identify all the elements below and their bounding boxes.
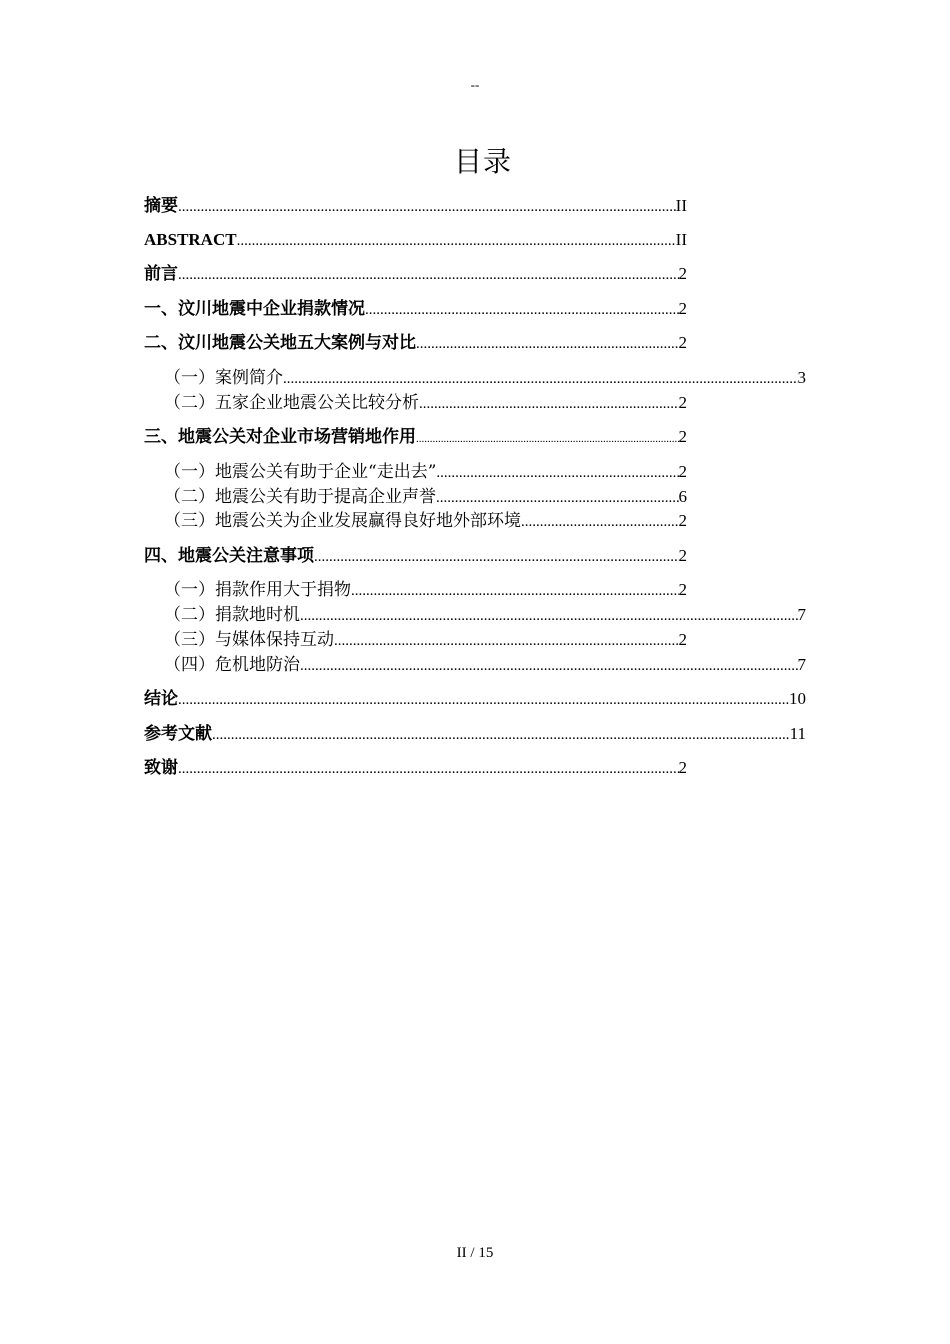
- toc-entry-page: 3: [797, 368, 806, 387]
- toc-entry-page: 2: [678, 393, 687, 412]
- toc-leader-dots: [178, 687, 789, 712]
- toc-leader-dots: [436, 460, 678, 485]
- toc-entry-page: 2: [678, 580, 687, 599]
- toc-entry-label: （二）捐款地时机: [164, 605, 300, 625]
- toc-entry-chapter-2[interactable]: [144, 330, 687, 356]
- toc-entry-page: II: [675, 196, 687, 215]
- toc-leader-dots: [283, 366, 798, 391]
- toc-entry-chapter-1[interactable]: [144, 296, 687, 322]
- toc-entry-page: 7: [797, 605, 806, 624]
- toc-entry-3-3[interactable]: [164, 508, 687, 534]
- toc-entry-4-1[interactable]: [164, 577, 687, 603]
- toc-entry-label: 摘要: [144, 196, 178, 216]
- toc-entry-preface[interactable]: [144, 261, 687, 287]
- toc-entry-2-2[interactable]: [164, 390, 687, 416]
- page-footer: II / 15: [456, 1245, 494, 1261]
- toc-entry-label: （二）五家企业地震公关比较分析: [164, 393, 419, 413]
- toc-entry-label: （三）与媒体保持互动: [164, 630, 334, 650]
- toc-entry-2-1[interactable]: [164, 365, 806, 391]
- toc-entry-page: 2: [678, 546, 687, 565]
- toc-leader-dots: [212, 722, 790, 747]
- toc-entry-label: 二、汶川地震公关地五大案例与对比: [144, 333, 416, 353]
- toc-entry-page: 2: [678, 333, 687, 352]
- toc-entry-acknowledgements[interactable]: [144, 755, 687, 781]
- toc-leader-dots: [300, 653, 798, 678]
- toc-leader-dots: [334, 628, 679, 653]
- toc-entry-label: 前言: [144, 264, 178, 284]
- toc-entry-3-2[interactable]: [164, 484, 687, 510]
- toc-entry-label: （二）地震公关有助于提高企业声誉: [164, 487, 436, 507]
- toc-entry-page: 2: [678, 299, 687, 318]
- toc-entry-label: 一、汶川地震中企业捐款情况: [144, 299, 365, 319]
- toc-leader-dots: [419, 391, 679, 416]
- toc-entry-4-4[interactable]: [164, 652, 806, 678]
- toc-leader-dots: [300, 603, 798, 628]
- toc-entry-label: 结论: [144, 689, 178, 709]
- toc-entry-label: ABSTRACT: [144, 230, 237, 249]
- toc-entry-page: 10: [789, 689, 806, 708]
- header-mark: --: [470, 77, 480, 92]
- toc-entry-label: 四、地震公关注意事项: [144, 546, 314, 566]
- toc-entry-page: 2: [678, 758, 687, 777]
- toc-leader-dots: [365, 297, 679, 322]
- toc-leader-dots: [351, 578, 679, 603]
- toc-entry-label: 致谢: [144, 758, 178, 778]
- toc-leader-dots: [521, 509, 679, 534]
- toc-entry-4-3[interactable]: [164, 627, 687, 653]
- toc-entry-page: II: [675, 230, 687, 249]
- toc-entry-chapter-3[interactable]: [144, 424, 687, 450]
- toc-entry-page: 2: [678, 462, 687, 481]
- toc-leader-dots: [416, 331, 679, 356]
- toc-entry-label: （一）案例简介: [164, 368, 283, 388]
- toc-entry-label: 参考文献: [144, 724, 212, 744]
- toc-entry-page: 2: [678, 511, 687, 530]
- toc-entry-label: （三）地震公关为企业发展赢得良好地外部环境: [164, 511, 521, 531]
- toc-entry-page: 2: [678, 630, 687, 649]
- toc-entry-4-2[interactable]: [164, 602, 806, 628]
- toc-entry-page: 7: [797, 655, 806, 674]
- toc-entry-abstract-en[interactable]: [144, 227, 687, 253]
- toc-entry-label: 三、地震公关对企业市场营销地作用: [144, 427, 416, 447]
- toc-leader-dots: [436, 485, 679, 510]
- toc-entry-page: 6: [678, 487, 687, 506]
- toc-entry-label: （四）危机地防治: [164, 655, 300, 675]
- toc-entry-abstract-cn[interactable]: [144, 193, 687, 219]
- toc-leader-dots: [314, 544, 679, 569]
- toc-entry-label: （一）地震公关有助于企业“走出去”: [164, 462, 437, 482]
- toc-entry-references[interactable]: [144, 721, 806, 747]
- toc-entry-page: 2: [678, 427, 687, 446]
- toc-title: 目录: [453, 145, 512, 178]
- toc-leader-dots: [416, 426, 679, 450]
- toc-entry-page: 11: [789, 724, 806, 743]
- toc-entry-3-1[interactable]: [164, 459, 687, 485]
- toc-leader-dots: [178, 262, 679, 287]
- toc-entry-page: 2: [678, 264, 687, 283]
- toc-entry-conclusion[interactable]: [144, 686, 806, 712]
- toc-leader-dots: [178, 194, 676, 219]
- toc-entry-label: （一）捐款作用大于捐物: [164, 580, 351, 600]
- toc-leader-dots: [237, 228, 676, 253]
- toc-entry-chapter-4[interactable]: [144, 543, 687, 569]
- toc-leader-dots: [178, 756, 679, 781]
